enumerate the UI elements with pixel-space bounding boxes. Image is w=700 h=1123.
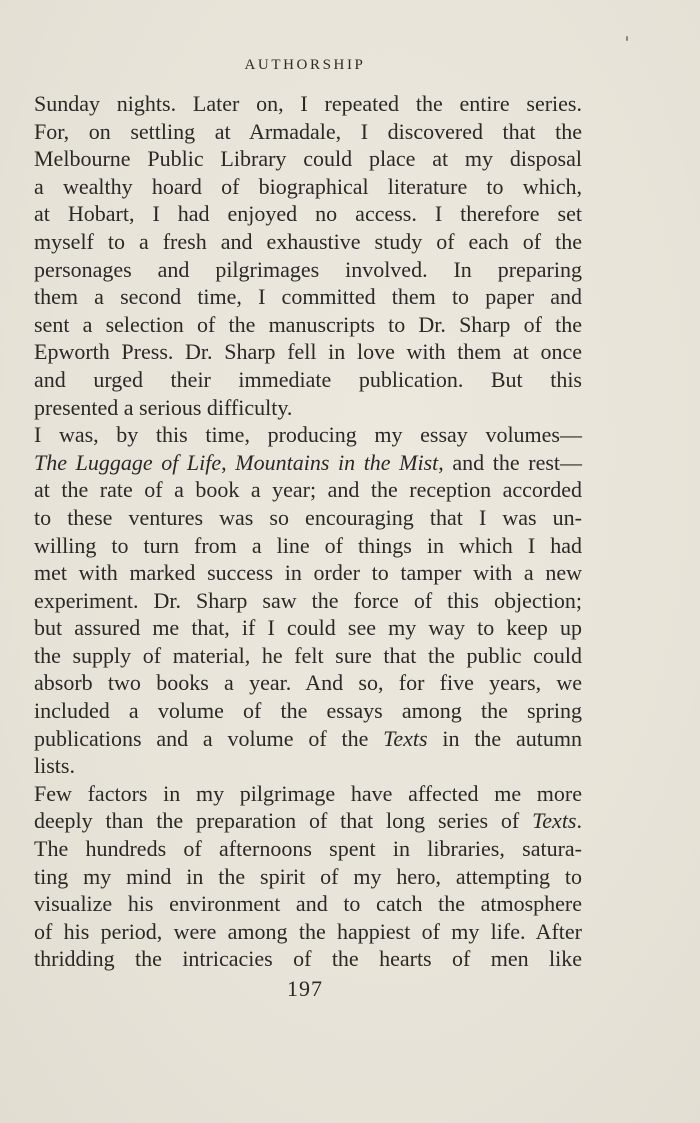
text-line: and urged their immediate publication. But this — [34, 366, 582, 392]
text-line: experiment. Dr. Sharp saw the force of this objection; — [34, 587, 582, 613]
text-line: but assured me that, if I could see my way to keep up — [34, 615, 582, 641]
paper-speck — [626, 36, 628, 41]
text-line: The Luggage of Life, Mountains in the Mist, and the rest— — [34, 449, 583, 475]
text-line: Epworth Press. Dr. Sharp fell in love with them at once — [34, 339, 582, 365]
text-line: Sunday nights. Later on, I repeated the entire series. — [34, 91, 582, 116]
text-line: included a volume of the essays among the spring — [34, 698, 582, 724]
text-line: ting my mind in the spirit of my hero, attempting to — [34, 863, 582, 889]
text-line: a wealthy hoard of biographical literature to which, — [34, 173, 582, 199]
text-line: Few factors in my pilgrimage have affected me more — [34, 780, 582, 806]
text-line: them a second time, I committed them to paper and — [34, 284, 582, 310]
text-line: sent a selection of the manuscripts to Dr. Sharp of the — [34, 311, 582, 337]
running-head: AUTHORSHIP — [244, 57, 366, 73]
text-line: personages and pilgrimages involved. In preparing — [34, 256, 582, 282]
body-text — [34, 90, 582, 973]
text-line: deeply than the preparation of that long series of Texts. — [34, 808, 582, 834]
text-line: of his period, were among the happiest of my life. After — [34, 918, 582, 944]
text-line: The hundreds of afternoons spent in libraries, satura- — [34, 836, 582, 862]
text-line: met with marked success in order to tamper with a new — [34, 560, 582, 586]
text-line: presented a serious difficulty. — [34, 394, 293, 420]
text-line: at Hobart, I had enjoyed no access. I therefore set — [34, 201, 582, 227]
text-line: I was, by this time, producing my essay volumes— — [34, 422, 582, 448]
text-line: visualize his environment and to catch the atmosphere — [34, 891, 582, 917]
text-line: For, on settling at Armadale, I discovered that the — [34, 118, 582, 144]
text-line: lists. — [34, 753, 75, 779]
text-line: to these ventures was so encouraging that I was un- — [34, 504, 582, 530]
text-line: thridding the intricacies of the hearts of men like — [34, 946, 582, 972]
text-line: absorb two books a year. And so, for five years, we — [34, 670, 582, 696]
text-line: at the rate of a book a year; and the reception accorded — [34, 477, 582, 503]
text-line: willing to turn from a line of things in which I had — [34, 532, 582, 558]
page-number: 197 — [287, 976, 323, 1001]
text-line: the supply of material, he felt sure that the public could — [34, 642, 582, 668]
text-line: publications and a volume of the Texts in the autumn — [34, 725, 582, 751]
text-line: Melbourne Public Library could place at my disposal — [34, 146, 582, 172]
text-line: myself to a fresh and exhaustive study of each of the — [34, 228, 582, 254]
